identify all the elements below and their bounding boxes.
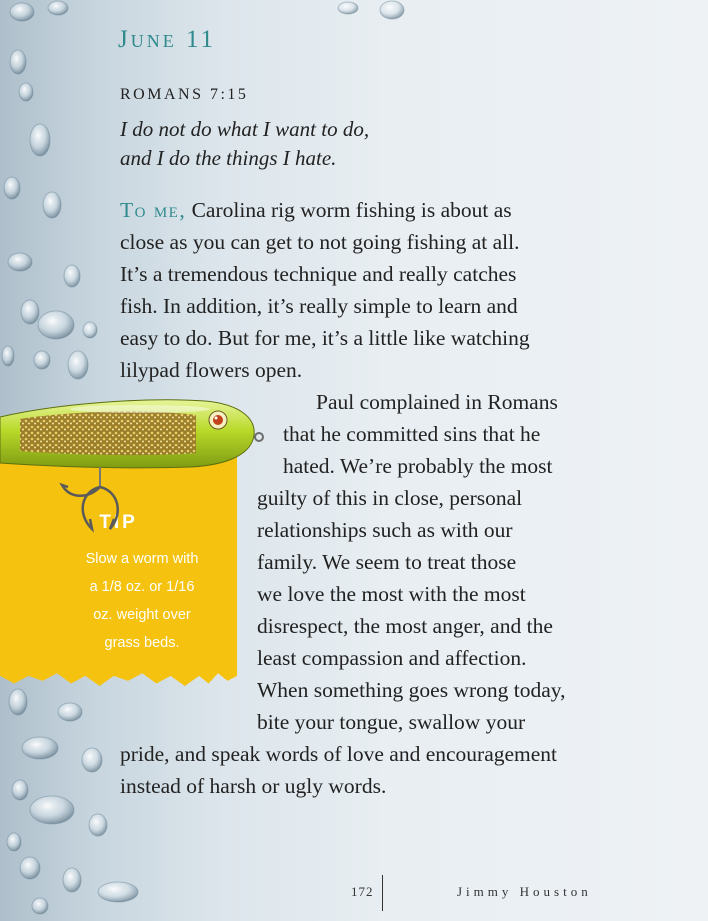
tip-line: Slow a worm with (85, 551, 199, 567)
body-line: instead of harsh or ugly words. (120, 774, 387, 798)
body-line: lilypad flowers open. (120, 358, 303, 382)
verse-text (120, 115, 369, 173)
body-line: disrespect, the most anger, and the (257, 614, 553, 638)
tip-line: a 1/8 oz. or 1/16 (89, 579, 195, 595)
body-line: fish. In addition, it’s really simple to learn and (120, 294, 518, 318)
verse-line: and I do the things I hate. (120, 146, 337, 170)
body-line: family. We seem to treat those (257, 550, 517, 574)
body-line: It’s a tremendous technique and really catches (120, 262, 517, 286)
tip-text (50, 545, 234, 657)
body-line: pride, and speak words of love and encouragement (120, 742, 558, 766)
body-line: we love the most with the most (257, 582, 526, 606)
body-line: guilty of this in close, personal (257, 486, 523, 510)
verse-reference: ROMANS 7:15 (120, 86, 249, 103)
body-line: easy to do. But for me, it’s a little like watching (120, 326, 530, 350)
footer-divider (382, 875, 383, 911)
tip-line: grass beds. (104, 635, 180, 651)
body-line: that he committed sins that he (283, 422, 541, 446)
body-line: close as you can get to not going fishing at all. (120, 230, 520, 254)
body-line: When something goes wrong today, (257, 678, 566, 702)
body-lead-in: To me, (120, 198, 187, 222)
body-line: least compassion and affection. (257, 646, 527, 670)
tip-line: oz. weight over (93, 607, 191, 623)
body-line: hated. We’re probably the most (283, 454, 553, 478)
page-number: 172 (351, 884, 374, 899)
verse-line: I do not do what I want to do, (120, 117, 370, 141)
footer-author: Jimmy Houston (457, 884, 592, 899)
body-line: bite your tongue, swallow your (257, 710, 526, 734)
body-line: Paul complained in Romans (316, 390, 558, 414)
body-line: relationships such as with our (257, 518, 513, 542)
fishing-lure-image (0, 395, 265, 545)
body-line (120, 198, 512, 222)
tip-title: TIP (99, 512, 138, 533)
body-line-text: Carolina rig worm fishing is about as (191, 198, 512, 222)
page-date: June 11 (118, 26, 217, 53)
